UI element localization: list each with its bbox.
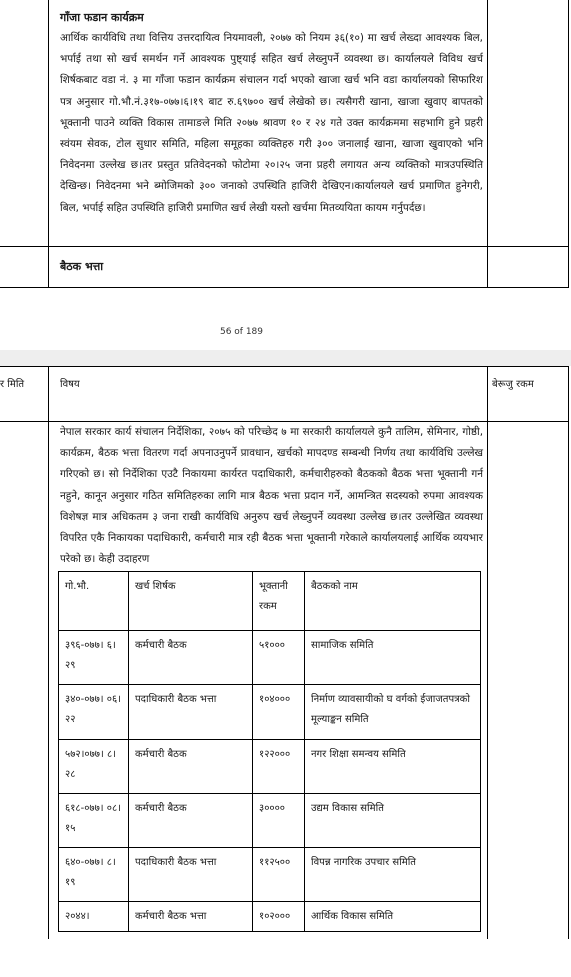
page-1 <box>0 0 571 350</box>
row-divider <box>0 246 569 247</box>
page-2 <box>0 366 571 977</box>
section-paragraph: नेपाल सरकार कार्य संचालन निर्देशिका, २०७५ को परिच्छेद ७ मा सरकारी कार्यालयले कुनै तालिम, सेमिनार, गोष्ठी, कार्यक्रम, बैठक भत्ता वितरण गर्दा अपनाउनुपर्ने प्रावधान, खर्चको मापदण्ड सम्बन्धी निर्णय तथा कार्यविधि उल्लेख गरिएको छ। सो निर्देशिका एउटै निकायमा कार्यरत पदाधिकारी, कर्मचारीहरुको बैठकको बैठक भत्ता भूक्तानी गर्न नहुने, कानून अनुसार गठित समितिहरुका लागि मात्र बैठक भत्ता प्रदान गर्ने, आमन्त्रित सदस्यको रुपमा आवश्यक विशेषज्ञ मात्र अधिकतम ३ जना राखी कार्यविधि अनुरुप खर्च लेख्नुपर्ने व्यवस्था उल्लेख छ।तर उल्लेखित व्यवस्था विपरित एकै निकायका पदाधिकारी, कर्मचारी मात्र रही बैठक भत्ता भूक्तानी गरेकाले कार्यालयलाई आर्थिक व्ययभार परेको छ। केही उदाहरण <box>60 426 483 566</box>
column-divider <box>487 366 488 939</box>
page-number: 56 of 189 <box>219 327 264 337</box>
column-header-amount: बेरूजु रकम <box>492 379 534 390</box>
cell-amount: ११२५०० <box>253 848 305 902</box>
meeting-allowance-table <box>58 571 481 932</box>
cell-amount: १०२००० <box>253 902 305 932</box>
cell-committee: विपन्न नागरिक उपचार समिति <box>305 848 481 902</box>
cell-amount: ३०००० <box>253 794 305 848</box>
header-expense-head: खर्च शिर्षक <box>129 572 253 631</box>
header-amount: भूक्तानी रकम <box>253 572 305 631</box>
table-row <box>59 848 481 902</box>
cell-voucher: ३९६-०७७। ६।२९ <box>59 631 129 685</box>
cell-committee: आर्थिक विकास समिति <box>305 902 481 932</box>
cell-committee: उद्यम विकास समिति <box>305 794 481 848</box>
cell-expense-head: कर्मचारी बैठक <box>129 794 253 848</box>
column-divider <box>48 366 49 939</box>
cell-voucher: २०४४। <box>59 902 129 932</box>
table-header-row <box>59 572 481 631</box>
table-row <box>59 685 481 740</box>
column-header-date: र मिति <box>0 379 25 390</box>
table-row <box>59 631 481 685</box>
cell-expense-head: कर्मचारी बैठक <box>129 631 253 685</box>
cell-expense-head: कर्मचारी बैठक <box>129 740 253 794</box>
page-separator <box>0 350 571 366</box>
cell-expense-head: पदाधिकारी बैठक भत्ता <box>129 848 253 902</box>
column-divider <box>568 366 569 939</box>
cell-committee: निर्माण व्यावसायीको घ वर्गको ईजाजतपत्रको मूल्याङ्कन समिति <box>305 685 481 740</box>
cell-amount: १०४००० <box>253 685 305 740</box>
column-header-subject: विषय <box>60 379 80 390</box>
subsection-heading: बैठक भत्ता <box>60 260 104 273</box>
row-divider <box>0 366 569 367</box>
section-heading: गाँजा फडान कार्यक्रम <box>60 11 144 24</box>
column-divider <box>568 0 569 288</box>
cell-amount: ५१००० <box>253 631 305 685</box>
table-row <box>59 794 481 848</box>
cell-amount: १२२००० <box>253 740 305 794</box>
row-divider <box>0 287 569 288</box>
cell-committee: नगर शिक्षा समन्वय समिति <box>305 740 481 794</box>
cell-voucher: ५७२।०७७। ८।२८ <box>59 740 129 794</box>
column-divider <box>48 0 49 288</box>
cell-expense-head: पदाधिकारी बैठक भत्ता <box>129 685 253 740</box>
header-committee: बैठकको नाम <box>305 572 481 631</box>
table-row <box>59 740 481 794</box>
header-voucher: गो.भौ. <box>59 572 129 631</box>
table-row <box>59 902 481 932</box>
section-paragraph: आर्थिक कार्यविधि तथा वित्तिय उत्तरदायित्व नियमावली, २०७७ को नियम ३६(१०) मा खर्च लेख्दा आवश्यक बिल, भर्पाई तथा सो खर्च समर्थन गर्ने आवश्यक पुष्ट्याई सहित खर्च लेख्नुपर्ने व्यवस्था छ। कार्यालयले विविध खर्च शिर्षकबाट वडा नं. ३ मा गाँजा फडान कार्यक्रम संचालन गर्दा भएको खाजा खर्च भनि वडा कार्यालयको सिफारिश पत्र अनुसार गो.भौ.नं.३१७-०७७।६।१९ बाट रु.६९७०० खर्च लेखेको छ। त्यसैगरी खाना, खाजा खुवाए बापतको भूक्तानी पाउने व्यक्ति विकास तामाङले मिति २०७७ श्रावण १० र २४ गते उक्त कार्यक्रममा सहभागि हुने प्रहरी स्वंयम सेवक, टोल सुधार समिति, महिला समूहका व्यक्तिहरु गरी ३०० जनालाई खाना, खाजा खुवाएको भनि निवेदनमा उल्लेख छ।तर प्रस्तुत प्रतिवेदनको फोटोमा २०।२५ जना प्रहरी लगायत अन्य व्यक्तिको मात्रउपस्थिति देखिन्छ। निवेदनमा भने ब्मोजिमको ३०० जनाको उपस्थिति हाजिरी देखिएन।कार्यालयले खर्च प्रमाणित हुनेगरी, बिल, भर्पाई सहित उपस्थिति हाजिरी प्रमाणित खर्च लेखी यस्तो खर्चमा मितव्ययिता कायम गर्नुपर्दछ। <box>60 32 483 214</box>
cell-expense-head: कर्मचारी बैठक भत्ता <box>129 902 253 932</box>
column-divider <box>487 0 488 288</box>
cell-voucher: ६४०-०७७। ८।१९ <box>59 848 129 902</box>
cell-voucher: ६१८-०७७। ०८।१५ <box>59 794 129 848</box>
cell-voucher: ३४०-०७७। ०६।२२ <box>59 685 129 740</box>
cell-committee: सामाजिक समिति <box>305 631 481 685</box>
